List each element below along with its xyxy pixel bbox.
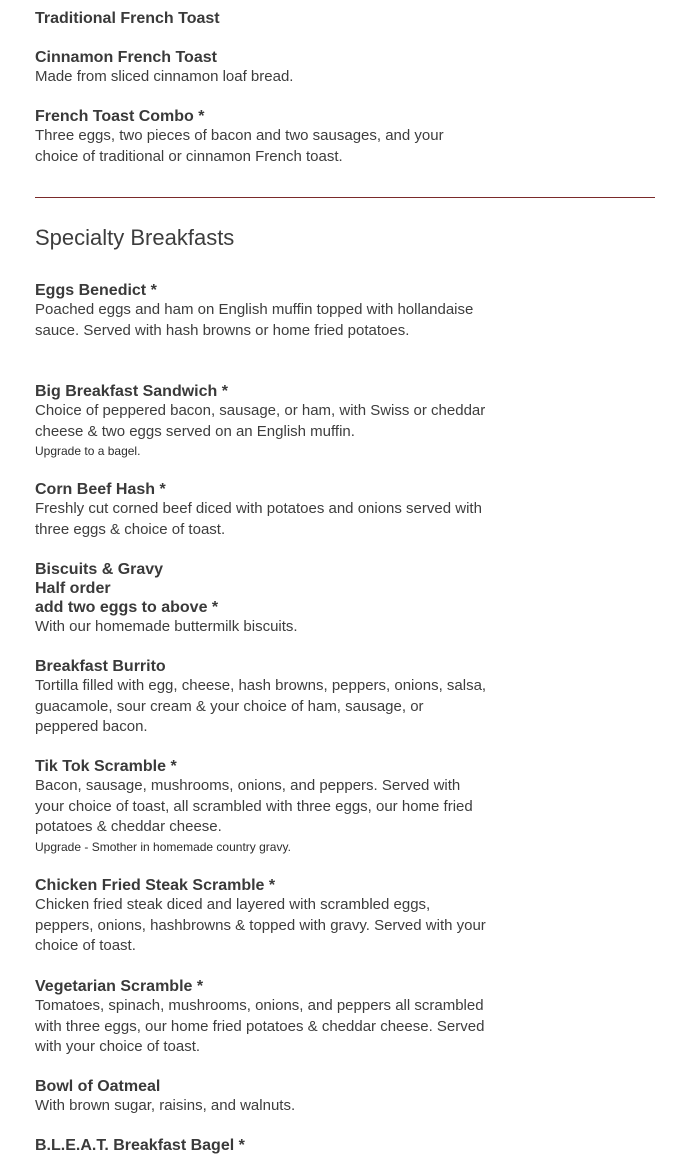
menu-item-description: Three eggs, two pieces of bacon and two sausages, and your choice of traditional or cinnamon French toast. [35,127,444,165]
menu-item-title: Bowl of Oatmeal [35,1078,161,1095]
menu-item-title-line: Half order [35,580,111,597]
menu-item-description: Tortilla filled with egg, cheese, hash browns, peppers, onions, salsa, guacamole, sour cream & your choice of ham, sausage, or peppered bacon. [35,677,487,735]
menu-item-corn-beef-hash [35,480,490,540]
menu-item-big-breakfast-sandwich [35,382,490,460]
menu-item-title-line: Biscuits & Gravy [35,561,164,578]
menu-item-title: Vegetarian Scramble * [35,978,204,995]
menu-item-description: Poached eggs and ham on English muffin topped with hollandaise sauce. Served with hash browns or home fried potatoes. [35,301,474,339]
section-title: Specialty Breakfasts [35,225,235,250]
menu-item-bleat-breakfast-bagel [35,1136,490,1155]
menu-item-title: French Toast Combo * [35,108,205,125]
menu-item-title: Chicken Fried Steak Scramble * [35,877,276,894]
menu-item-tik-tok-scramble [35,757,490,856]
menu-item-vegetarian-scramble [35,977,490,1058]
menu-item-description: Tomatoes, spinach, mushrooms, onions, and peppers all scrambled with three eggs, our home fried potatoes & cheddar cheese. Served with your choice of toast. [35,997,485,1055]
menu-item-title: Eggs Benedict * [35,282,157,299]
menu-item-biscuits-gravy [35,560,490,638]
menu-item-title: Breakfast Burrito [35,658,166,675]
menu-item-cinnamon-french-toast [35,48,490,88]
menu-item-description: With brown sugar, raisins, and walnuts. [35,1097,296,1114]
menu-item-description: Made from sliced cinnamon loaf bread. [35,68,294,85]
menu-item-title: Traditional French Toast [35,10,220,27]
menu-item-eggs-benedict [35,281,490,341]
menu-item-traditional-french-toast [35,9,490,28]
menu-item-description: Chicken fried steak diced and layered with scrambled eggs, peppers, onions, hashbrowns & topped with gravy. Served with your choice of toast. [35,896,486,954]
menu-item-title-line: add two eggs to above * [35,599,219,616]
menu-item-description: Bacon, sausage, mushrooms, onions, and peppers. Served with your choice of toast, all scrambled with three eggs, our home fried potatoes & cheddar cheese. [35,777,473,835]
menu-item-title: Tik Tok Scramble * [35,758,177,775]
section-divider [35,197,655,198]
menu-item-note: Upgrade - Smother in homemade country gravy. [35,839,291,854]
menu-item-bowl-of-oatmeal [35,1077,490,1117]
menu-item-title: Cinnamon French Toast [35,49,217,66]
menu-item-french-toast-combo [35,107,490,167]
menu-item-breakfast-burrito [35,657,490,738]
menu-item-chicken-fried-steak-scramble [35,876,490,957]
menu-item-description: Freshly cut corned beef diced with potatoes and onions served with three eggs & choice of toast. [35,500,482,538]
menu-item-note: Upgrade to a bagel. [35,444,141,458]
menu-item-title: Big Breakfast Sandwich * [35,383,228,400]
menu-item-description: Choice of peppered bacon, sausage, or ham, with Swiss or cheddar cheese & two eggs served on an English muffin. [35,402,486,440]
menu-item-description: With our homemade buttermilk biscuits. [35,618,298,635]
menu-item-title: B.L.E.A.T. Breakfast Bagel * [35,1137,245,1154]
menu-item-title: Corn Beef Hash * [35,481,166,498]
